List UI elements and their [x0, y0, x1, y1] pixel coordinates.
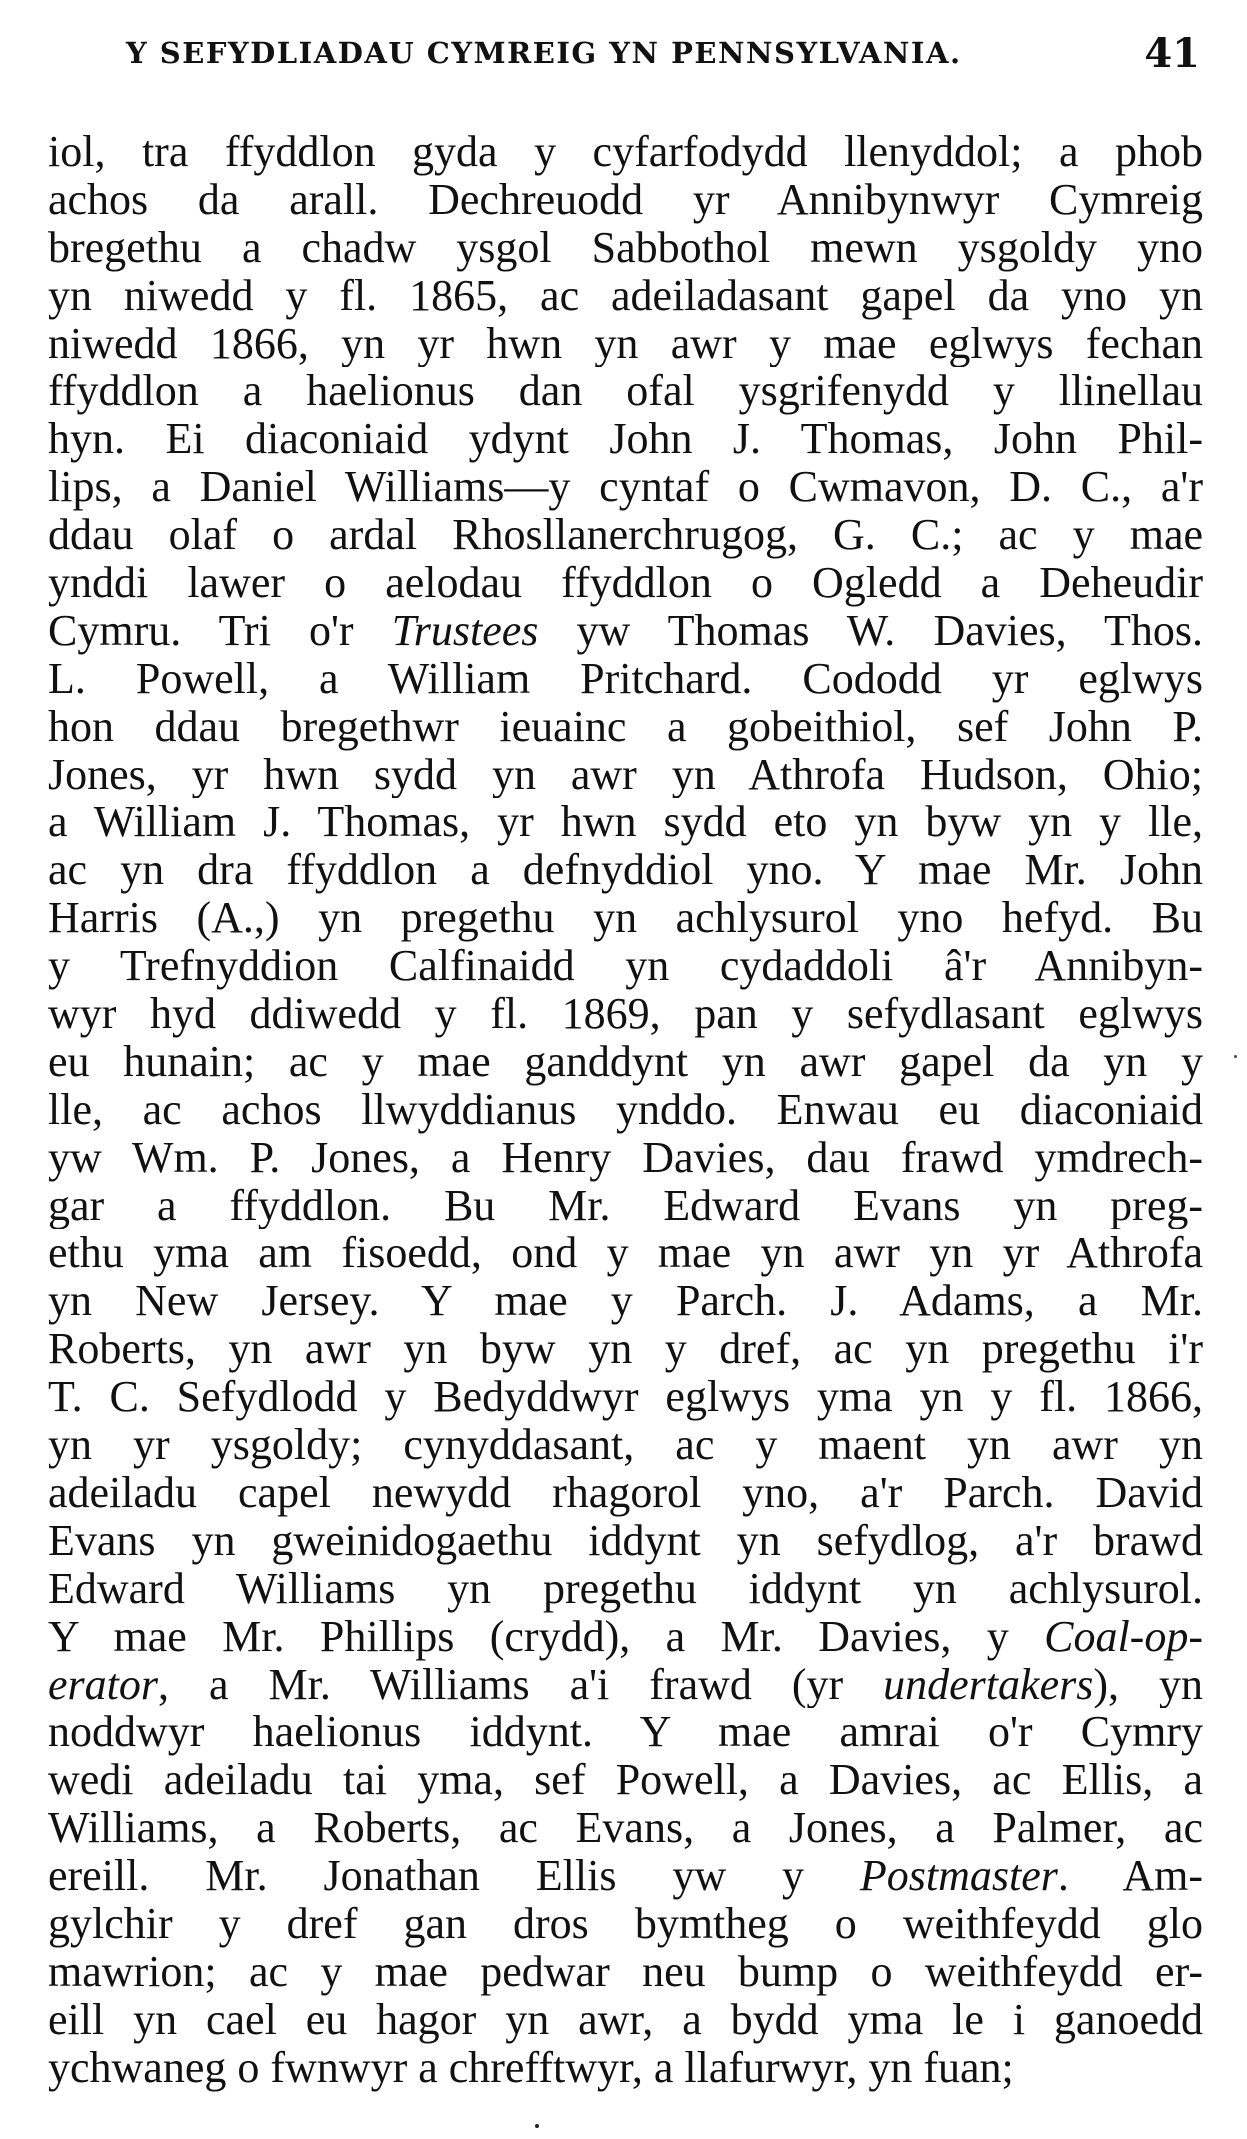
text-line: bregethu a chadw ysgol Sabbothol mewn ysgoldy yno: [48, 223, 1203, 272]
text-line: achos da arall. Dechreuodd yr Annibynwyr Cymreig: [48, 175, 1203, 224]
text-line: wyr hyd ddiwedd y fl. 1869, pan y sefydlasant eglwys: [48, 990, 1203, 1038]
text-line: Edward Williams yn pregethu iddynt yn achlysurol.: [48, 1564, 1203, 1613]
text-line: gar a ffyddlon. Bu Mr. Edward Evans yn preg-: [48, 1181, 1203, 1230]
page-number: 41: [1144, 30, 1200, 77]
text-line: y Trefnyddion Calfinaidd yn cydaddoli â'r Annibyn-: [48, 942, 1203, 991]
text-line: Williams, a Roberts, ac Evans, a Jones, a Palmer, ac: [48, 1804, 1203, 1853]
text-line: a William J. Thomas, yr hwn sydd eto yn byw yn y lle,: [48, 798, 1203, 847]
text-line: yn niwedd y fl. 1865, ac adeiladasant gapel da yno yn: [48, 271, 1203, 320]
text-line: T. C. Sefydlodd y Bedyddwyr eglwys yma yn y fl. 1866,: [48, 1373, 1203, 1422]
text-line: hyn. Ei diaconiaid ydynt John J. Thomas, John Phil-: [48, 415, 1203, 464]
text-line: ynddi lawer o aelodau ffyddlon o Ogledd a Deheudir: [48, 559, 1203, 607]
text-line: ethu yma am fisoedd, ond y mae yn awr yn yr Athrofa: [48, 1229, 1203, 1278]
text-line: wedi adeiladu tai yma, sef Powell, a Davies, ac Ellis, a: [48, 1756, 1203, 1805]
text-line: eu hunain; ac y mae ganddynt yn awr gapel da yn y: [48, 1037, 1203, 1086]
text-line: mawrion; ac y mae pedwar neu bump o weithfeydd er-: [48, 1947, 1203, 1996]
text-line: noddwyr haelionus iddynt. Y mae amrai o'r Cymry: [48, 1708, 1203, 1757]
text-line: ac yn dra ffyddlon a defnyddiol yno. Y mae Mr. John: [48, 846, 1203, 895]
text-line: ffyddlon a haelionus dan ofal ysgrifenydd y llinellau: [48, 367, 1203, 416]
text-line: hon ddau bregethwr ieuainc a gobeithiol, sef John P.: [48, 702, 1203, 751]
page-header: [48, 30, 1200, 80]
text-line: ychwaneg o fwnwyr a chrefftwyr, a llafurwyr, yn fuan;: [48, 2043, 1014, 2092]
text-line: eill yn cael eu hagor yn awr, a bydd yma le i ganoedd: [48, 1995, 1203, 2044]
ink-speck: [1234, 1055, 1237, 1058]
text-line: yn yr ysgoldy; cynyddasant, ac y maent yn awr yn: [48, 1421, 1203, 1469]
text-line: adeiladu capel newydd rhagorol yno, a'r Parch. David: [48, 1468, 1203, 1517]
text-line: Jones, yr hwn sydd yn awr yn Athrofa Hudson, Ohio;: [48, 750, 1203, 799]
text-line: iol, tra ffyddlon gyda y cyfarfodydd llenyddol; a phob: [48, 128, 1203, 176]
text-line: L. Powell, a William Pritchard. Cododd yr eglwys: [48, 654, 1203, 703]
running-head: Y SEFYDLIADAU CYMREIG YN PENNSYLVANIA.: [126, 36, 962, 70]
text-line: Evans yn gweinidogaethu iddynt yn sefydlog, a'r brawd: [48, 1516, 1203, 1565]
text-line: Roberts, yn awr yn byw yn y dref, ac yn pregethu i'r: [48, 1325, 1203, 1374]
text-line: erator, a Mr. Williams a'i frawd (yr undertakers), yn: [48, 1660, 1203, 1709]
text-line: ereill. Mr. Jonathan Ellis yw y Postmaster. Am-: [48, 1852, 1203, 1900]
text-line: gylchir y dref gan dros bymtheg o weithfeydd glo: [48, 1899, 1203, 1948]
text-line: yw Wm. P. Jones, a Henry Davies, dau frawd ymdrech-: [48, 1133, 1203, 1182]
text-line: lle, ac achos llwyddianus ynddo. Enwau eu diaconiaid: [48, 1085, 1203, 1134]
text-line: ddau olaf o ardal Rhosllanerchrugog, G. C.; ac y mae: [48, 511, 1203, 560]
printers-mark: [535, 2124, 539, 2128]
text-line: niwedd 1866, yn yr hwn yn awr y mae eglwys fechan: [48, 319, 1203, 368]
text-line: yn New Jersey. Y mae y Parch. J. Adams, a Mr.: [48, 1277, 1203, 1326]
text-line: Cymru. Tri o'r Trustees yw Thomas W. Davies, Thos.: [48, 606, 1203, 655]
text-line: Harris (A.,) yn pregethu yn achlysurol yno hefyd. Bu: [48, 894, 1203, 943]
text-line: lips, a Daniel Williams—y cyntaf o Cwmavon, D. C., a'r: [48, 463, 1203, 512]
text-line: Y mae Mr. Phillips (crydd), a Mr. Davies, y Coal-op-: [48, 1612, 1203, 1661]
body-text: [48, 128, 1203, 2092]
